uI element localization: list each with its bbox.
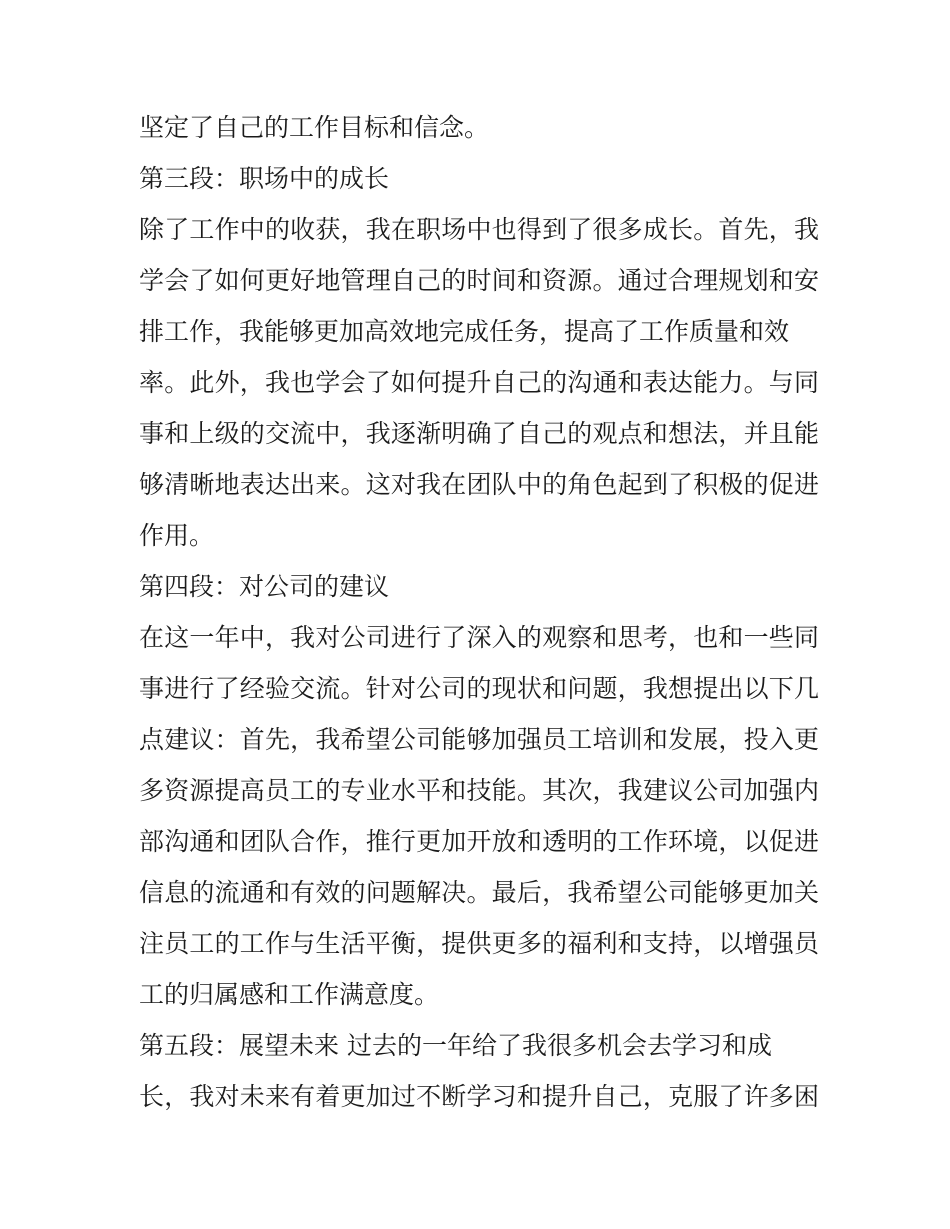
text-line: 作用。	[139, 521, 215, 550]
text-line: 坚定了自己的工作目标和信念。	[139, 113, 490, 142]
text-line: 学会了如何更好地管理自己的时间和资源。通过合理规划和安	[139, 266, 819, 295]
text-line: 事进行了经验交流。针对公司的现状和问题，我想提出以下几	[139, 674, 819, 703]
text-line: 工的归属感和工作满意度。	[139, 980, 440, 1009]
section-heading: 第三段：职场中的成长	[139, 164, 390, 193]
text-line: 信息的流通和有效的问题解决。最后，我希望公司能够更加关	[139, 878, 819, 907]
text-line: 排工作，我能够更加高效地完成任务，提高了工作质量和效	[139, 317, 790, 346]
text-line: 点建议：首先，我希望公司能够加强员工培训和发展，投入更	[139, 725, 819, 754]
text-line: 部沟通和团队合作，推行更加开放和透明的工作环境，以促进	[139, 827, 819, 856]
text-line: 事和上级的交流中，我逐渐明确了自己的观点和想法，并且能	[139, 419, 819, 448]
text-line: 在这一年中，我对公司进行了深入的观察和思考，也和一些同	[139, 623, 819, 652]
text-line: 够清晰地表达出来。这对我在团队中的角色起到了积极的促进	[139, 470, 819, 499]
text-line: 率。此外，我也学会了如何提升自己的沟通和表达能力。与同	[139, 368, 819, 397]
text-line: 长，我对未来有着更加过不断学习和提升自己，克服了许多困	[139, 1082, 819, 1111]
text-line: 注员工的工作与生活平衡，提供更多的福利和支持，以增强员	[139, 929, 819, 958]
section-heading: 第四段：对公司的建议	[139, 572, 390, 601]
text-line: 多资源提高员工的专业水平和技能。其次，我建议公司加强内	[139, 776, 819, 805]
text-line: 除了工作中的收获，我在职场中也得到了很多成长。首先，我	[139, 215, 819, 244]
section-heading: 第五段：展望未来 过去的一年给了我很多机会去学习和成	[139, 1031, 772, 1060]
